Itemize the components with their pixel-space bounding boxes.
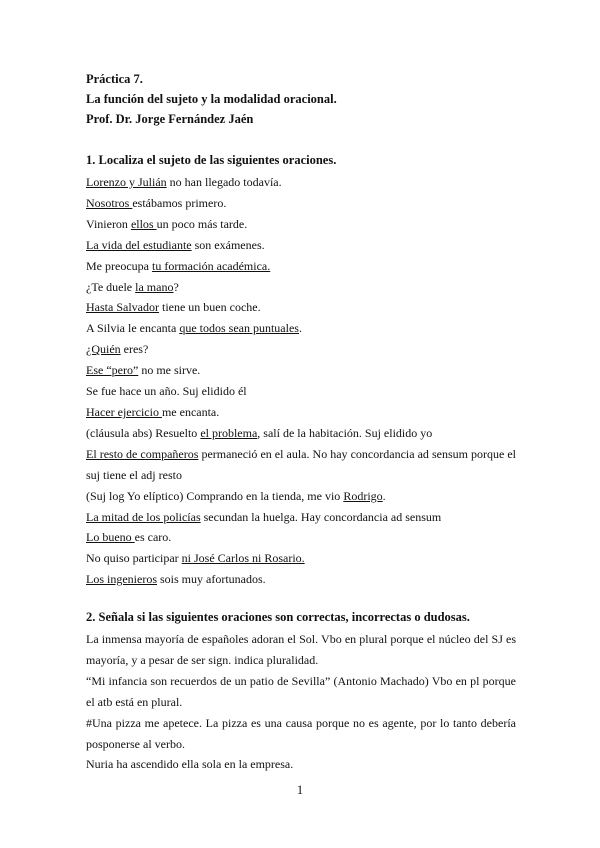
sentence-line: Lo bueno es caro.: [86, 530, 172, 545]
sentence-line: A Silvia le encanta que todos sean puntuales.: [86, 321, 302, 336]
subject-underline: Hasta Salvador: [86, 300, 159, 315]
sentence-line: ¿Te duele la mano?: [86, 279, 179, 294]
sentence-paragraph: “Mi infancia son recuerdos de un patio de Sevilla” (Antonio Machado) Vbo en pl porque el atb está en plural.: [86, 673, 516, 709]
sentence-line: La vida del estudiante son exámenes.: [86, 237, 265, 252]
sentence-paragraph: #Una pizza me apetece. La pizza es una causa porque no es agente, por lo tanto debería posponerse al verbo.: [86, 715, 516, 751]
sentence-line: ¿Quién eres?: [86, 342, 149, 357]
sentence-line: Los ingenieros sois muy afortunados.: [86, 572, 266, 587]
subject-underline: Hacer ejercicio: [86, 404, 162, 419]
subject-underline: El resto de compañeros: [86, 446, 199, 461]
sentence-line: Hasta Salvador tiene un buen coche.: [86, 300, 261, 315]
sentence-line: No quiso participar ni José Carlos ni Rosario.: [86, 551, 305, 566]
sentence-paragraph: El resto de compañeros permaneció en el aula. No hay concordancia ad sensum porque el suj tiene el adj resto: [86, 446, 517, 482]
exercise-1-title: 1. Localiza el sujeto de las siguientes oraciones.: [86, 153, 337, 167]
practice-title: Práctica 7.: [86, 72, 143, 86]
subject-underline: Los ingenieros: [86, 572, 157, 587]
sentence-line: Hacer ejercicio me encanta.: [86, 404, 220, 419]
practice-subtitle: La función del sujeto y la modalidad oracional.: [86, 92, 337, 106]
subject-underline: la mano: [135, 279, 174, 294]
sentence-line: Se fue hace un año. Suj elidido él: [86, 384, 247, 399]
subject-underline: Lorenzo y Julián: [86, 175, 167, 189]
subject-underline: el problema: [200, 425, 258, 440]
exercise-2-title: 2. Señala si las siguientes oraciones son correctas, incorrectas o dudosas.: [86, 610, 470, 624]
sentence-line: Me preocupa tu formación académica.: [86, 258, 271, 273]
subject-underline: que todos sean puntuales: [179, 321, 299, 336]
subject-underline: Nosotros: [86, 195, 133, 210]
subject-underline: ¿Quién: [86, 342, 121, 357]
document-header: [86, 69, 337, 129]
subject-underline: Rodrigo: [343, 488, 383, 503]
sentence-line: (cláusula abs) Resuelto el problema, salí de la habitación. Suj elidido yo: [86, 425, 433, 440]
subject-underline: ni José Carlos ni Rosario.: [181, 551, 305, 566]
sentence-line: Nosotros estábamos primero.: [86, 195, 227, 210]
sentence-line: Vinieron ellos un poco más tarde.: [86, 216, 248, 231]
sentence-line: Ese “pero” no me sirve.: [86, 363, 201, 378]
page-number: 1: [296, 783, 304, 797]
subject-underline: Lo bueno: [86, 530, 135, 545]
sentence-line: La mitad de los policías secundan la huelga. Hay concordancia ad sensum: [86, 509, 442, 524]
sentence-paragraph: Nuria ha ascendido ella sola en la empresa.: [86, 757, 294, 772]
subject-underline: tu formación académica.: [151, 258, 271, 273]
subject-underline: La mitad de los policías: [86, 509, 201, 524]
subject-underline: ellos: [130, 216, 157, 231]
exercise-2: [86, 607, 516, 775]
exercise-1: [86, 150, 516, 590]
sentence-line: (Suj log Yo elíptico) Comprando en la tienda, me vio Rodrigo.: [86, 488, 386, 503]
subject-underline: La vida del estudiante: [86, 237, 192, 252]
professor-name: Prof. Dr. Jorge Fernández Jaén: [86, 112, 254, 126]
sentence-line: Lorenzo y Julián no han llegado todavía.: [86, 175, 282, 189]
subject-underline: Ese “pero”: [86, 363, 139, 378]
sentence-paragraph: La inmensa mayoría de españoles adoran el Sol. Vbo en plural porque el núcleo del SJ es mayoría, y a pesar de ser sign. indica pluralidad.: [86, 632, 516, 667]
